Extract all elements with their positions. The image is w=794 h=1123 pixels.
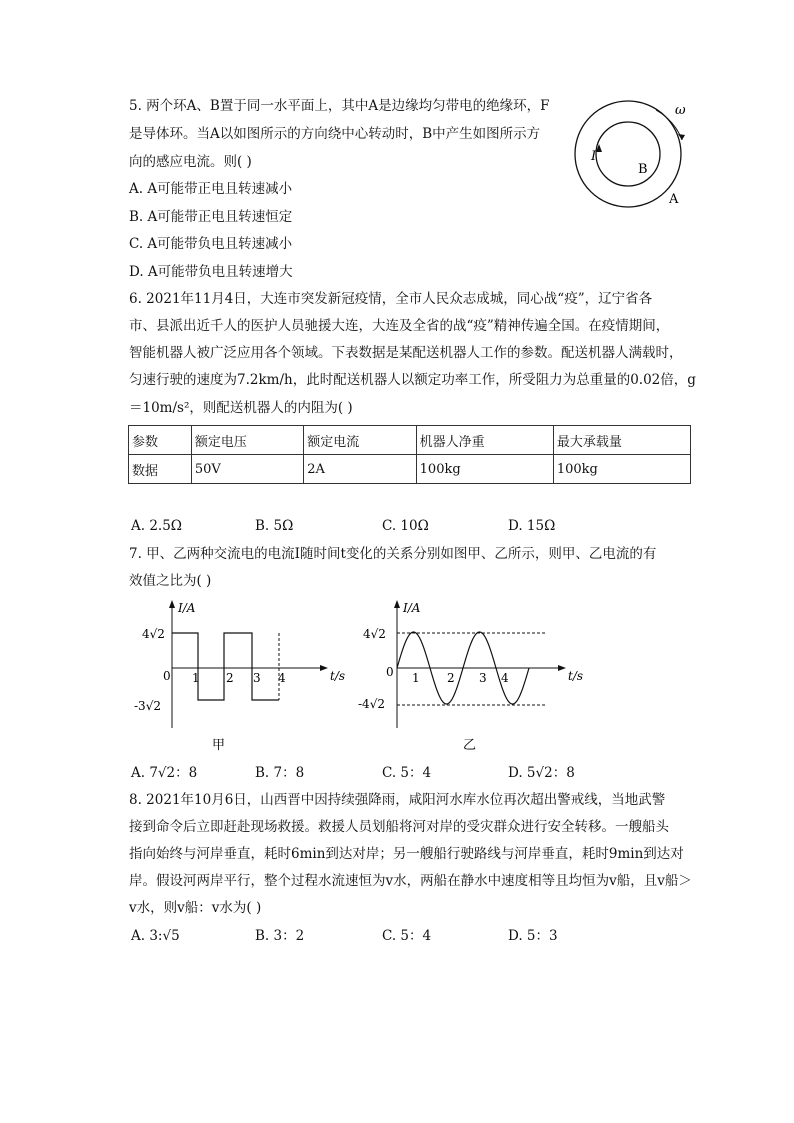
- yi-ytick-bottom: -4√2: [358, 697, 385, 711]
- yi-xlabel: t/s: [568, 669, 584, 683]
- q5-stem-line-3: 向的感应电流。则( ): [129, 154, 252, 170]
- table-cell: 100kg: [553, 455, 690, 484]
- inner-ring-b: [596, 122, 660, 186]
- yi-origin: 0: [386, 665, 394, 679]
- omega-label: ω: [675, 103, 686, 118]
- table-header-cell: 额定电流: [304, 426, 416, 455]
- robot-params-table: [128, 425, 691, 484]
- q8-stem-line-4: 岸。假设河两岸平行，整个过程水流速恒为v水，两船在静水中速度相等且均恒为v船，且v船＞: [129, 873, 692, 889]
- q8-option-c: C. 5：4: [382, 928, 432, 944]
- jia-square-wave: [172, 633, 279, 700]
- table-cell: 数据: [129, 455, 192, 484]
- q8-option-a: A. 3:√5: [131, 928, 180, 944]
- q6-option-c: C. 10Ω: [382, 518, 429, 534]
- table-header-cell: 最大承载量: [553, 426, 690, 455]
- q8-stem-line-1: 8. 2021年10月6日，山西晋中因持续强降雨，咸阳河水库水位再次超出警戒线，当地武警: [129, 792, 666, 808]
- q7-stem-line-2: 效值之比为( ): [129, 573, 212, 589]
- yi-xtick-3: 3: [479, 671, 487, 685]
- jia-origin: 0: [163, 669, 171, 683]
- current-label: I: [591, 149, 597, 164]
- jia-x-arrow: [320, 665, 328, 671]
- q7-option-d: D. 5√2：8: [508, 765, 575, 781]
- q5-stem-line-1: 5. 两个环A、B置于同一水平面上，其中A是边缘均匀带电的绝缘环，F: [129, 98, 550, 114]
- yi-xtick-1: 1: [412, 671, 420, 685]
- q6-stem-line-5: ＝10m/s²，则配送机器人的内阻为( ): [129, 400, 353, 416]
- jia-ylabel: I/A: [178, 601, 196, 615]
- table-row: [129, 455, 691, 484]
- jia-caption: 甲: [212, 738, 226, 753]
- table-cell: 2A: [304, 455, 416, 484]
- q5-ring-figure: [568, 96, 698, 211]
- q6-option-a: A. 2.5Ω: [131, 518, 182, 534]
- q6-stem-line-1: 6. 2021年11月4日，大连市突发新冠疫情，全市人民众志成城，同心战“疫”，辽宁省各: [129, 291, 653, 307]
- q6-option-b: B. 5Ω: [255, 518, 294, 534]
- q6-stem-line-4: 匀速行驶的速度为7.2km/h，此时配送机器人以额定功率工作，所受阻力为总重量的0.02倍，g: [129, 372, 696, 388]
- table-cell: 50V: [191, 455, 303, 484]
- q8-option-b: B. 3：2: [255, 928, 305, 944]
- q5-stem-line-2: 是导体环。当A以如图所示的方向绕中心转动时，B中产生如图所示方: [129, 126, 541, 142]
- q7-option-a: A. 7√2：8: [131, 765, 198, 781]
- jia-xtick-1: 1: [192, 671, 200, 685]
- jia-y-arrow: [169, 600, 175, 608]
- q5-option-c: C. A可能带负电且转速减小: [129, 236, 293, 252]
- ring-a-label: A: [669, 192, 679, 207]
- jia-ytick-top: 4√2: [142, 627, 165, 641]
- table-header-cell: 额定电压: [191, 426, 303, 455]
- graph-yi: [355, 598, 595, 758]
- q5-option-b: B. A可能带正电且转速恒定: [129, 209, 293, 225]
- jia-xtick-2: 2: [226, 671, 234, 685]
- q5-option-d: D. A可能带负电且转速增大: [129, 264, 293, 280]
- ring-b-label: B: [638, 162, 648, 177]
- table-cell: 100kg: [416, 455, 553, 484]
- jia-xlabel: t/s: [330, 669, 346, 683]
- q7-option-c: C. 5：4: [382, 765, 432, 781]
- yi-caption: 乙: [463, 738, 477, 753]
- q7-option-b: B. 7：8: [255, 765, 305, 781]
- jia-xtick-4: 4: [278, 671, 286, 685]
- q8-stem-line-2: 接到命令后立即赶赴现场救援。救援人员划船将河对岸的受灾群众进行安全转移。一艘船头: [129, 819, 669, 835]
- q8-stem-line-3: 指向始终与河岸垂直，耗时6min到达对岸；另一艘船行驶路线与河岸垂直，耗时9min到达对: [129, 846, 684, 862]
- q8-option-d: D. 5：3: [508, 928, 558, 944]
- table-header-row: [129, 426, 691, 455]
- q6-stem-line-2: 市、县派出近千人的医护人员驰援大连，大连及全省的战“疫”精神传遍全国。在疫情期间，: [129, 318, 670, 334]
- yi-xtick-4: 4: [501, 671, 509, 685]
- yi-xtick-2: 2: [447, 671, 455, 685]
- yi-x-arrow: [558, 665, 566, 671]
- yi-y-arrow: [394, 600, 400, 608]
- q6-option-d: D. 15Ω: [508, 518, 556, 534]
- q7-stem-line-1: 7. 甲、乙两种交流电的电流I随时间t变化的关系分别如图甲、乙所示，则甲、乙电流的有: [129, 546, 657, 562]
- yi-ytick-top: 4√2: [363, 627, 386, 641]
- table-header-cell: 参数: [129, 426, 192, 455]
- jia-xtick-3: 3: [253, 671, 261, 685]
- q8-stem-line-5: v水，则v船：v水为( ): [129, 900, 262, 916]
- jia-ytick-bottom: -3√2: [134, 699, 161, 713]
- yi-ylabel: I/A: [403, 601, 421, 615]
- graph-jia: [126, 598, 356, 758]
- table-header-cell: 机器人净重: [416, 426, 553, 455]
- q5-option-a: A. A可能带正电且转速减小: [129, 181, 293, 197]
- q6-stem-line-3: 智能机器人被广泛应用各个领域。下表数据是某配送机器人工作的参数。配送机器人满载时，: [129, 345, 683, 361]
